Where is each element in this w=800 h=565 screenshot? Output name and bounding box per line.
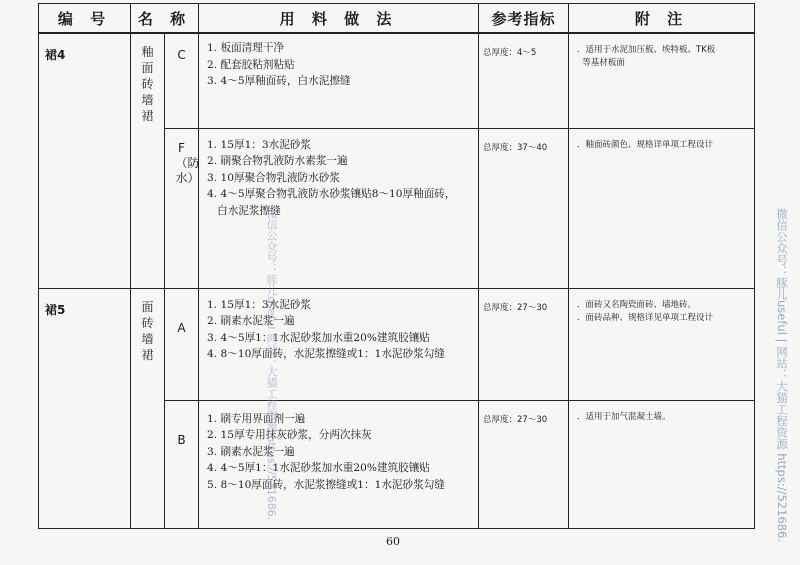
reference-cell: 总厚度：27～30: [479, 400, 569, 528]
name-cell: [131, 33, 165, 288]
method-step: 1. 15厚1：3水泥砂浆: [207, 138, 312, 151]
method-cell: [199, 400, 479, 528]
method-step: 2. 配套胶粘剂粘贴: [207, 58, 295, 71]
notes-cell: [569, 400, 755, 528]
code-cell: 裙4: [39, 33, 131, 288]
header-reference: 参考指标: [479, 4, 569, 34]
method-cell: [199, 288, 479, 400]
header-name: 名 称: [131, 4, 199, 34]
note-item: ．面砖又名陶瓷面砖、墙地砖。: [577, 299, 697, 310]
header-method: 用 料 做 法: [199, 4, 479, 34]
reference-cell: 总厚度：27～30: [479, 288, 569, 400]
method-step: 2. 刷素水泥浆一遍: [207, 315, 295, 327]
variant-cell: B: [165, 400, 199, 528]
notes-cell: [569, 128, 755, 288]
method-step: 5. 8～10厚面砖，水泥浆擦缝或1：1水泥砂浆勾缝: [207, 478, 445, 491]
variant-cell: A: [165, 288, 199, 400]
note-item: ．釉面砖颜色、规格详单项工程设计: [577, 139, 714, 150]
method-step: 3. 刷素水泥浆一遍: [207, 445, 295, 458]
header-code: 编 号: [39, 4, 131, 34]
header-notes: 附 注: [569, 4, 755, 34]
note-item: ．适用于加气混凝土墙。: [577, 411, 671, 422]
note-item: 等基材板面: [577, 58, 625, 68]
note-item: ．适用于水泥加压板、埃特板、TK板: [577, 45, 716, 55]
method-step: 白水泥浆擦缝: [207, 204, 281, 217]
watermark-right: 微信公众号：豚儿useful | 网站：大猫工程资源 https://521686.: [775, 208, 789, 543]
method-step: 3. 4～5厚1：1水泥砂浆加水重20%建筑胶镶贴: [207, 331, 430, 344]
reference-cell: 总厚度：4～5: [479, 33, 569, 128]
variant-text: F（防水）: [175, 140, 200, 185]
variant-cell: [165, 128, 199, 288]
method-step: 4. 4～5厚聚合物乳液防水砂浆镶贴8～10厚釉面砖，: [207, 188, 456, 200]
method-step: 1. 板面清理干净: [207, 42, 285, 54]
method-step: 1. 15厚1：3水泥砂浆: [207, 298, 312, 311]
method-step: 1. 刷专用界面剂一遍: [207, 412, 306, 425]
code-cell: 裙5: [39, 288, 131, 528]
table-row: [39, 33, 755, 128]
notes-cell: [569, 288, 755, 400]
name-text: 面砖墙裙: [141, 299, 154, 362]
variant-cell: C: [165, 33, 199, 128]
method-cell: [199, 33, 479, 128]
method-step: 2. 刷聚合物乳液防水素浆一遍: [207, 155, 348, 167]
method-step: 3. 4～5厚釉面砖，白水泥擦缝: [207, 75, 351, 87]
method-step: 2. 15厚专用抹灰砂浆，分两次抹灰: [207, 429, 372, 441]
note-item: ．面砖品种、规格详见单项工程设计: [577, 312, 714, 323]
method-step: 3. 10厚聚合物乳液防水砂浆: [207, 171, 340, 184]
watermark-center: 微信公众号：豚儿useful 网站：大猫工程资源 https://521686.: [265, 208, 278, 521]
header-row: [39, 4, 755, 34]
name-text: 釉面砖墙裙: [141, 45, 154, 123]
notes-cell: [569, 33, 755, 128]
page-number: 60: [386, 535, 400, 548]
name-cell: [131, 288, 165, 528]
method-step: 4. 4～5厚1：1水泥砂浆加水重20%建筑胶镶贴: [207, 462, 430, 474]
table-row: [39, 288, 755, 400]
method-cell: [199, 128, 479, 288]
construction-spec-table: [38, 3, 755, 529]
method-step: 4. 8～10厚面砖，水泥浆擦缝或1：1水泥砂浆勾缝: [207, 348, 445, 360]
reference-cell: 总厚度：37～40: [479, 128, 569, 288]
